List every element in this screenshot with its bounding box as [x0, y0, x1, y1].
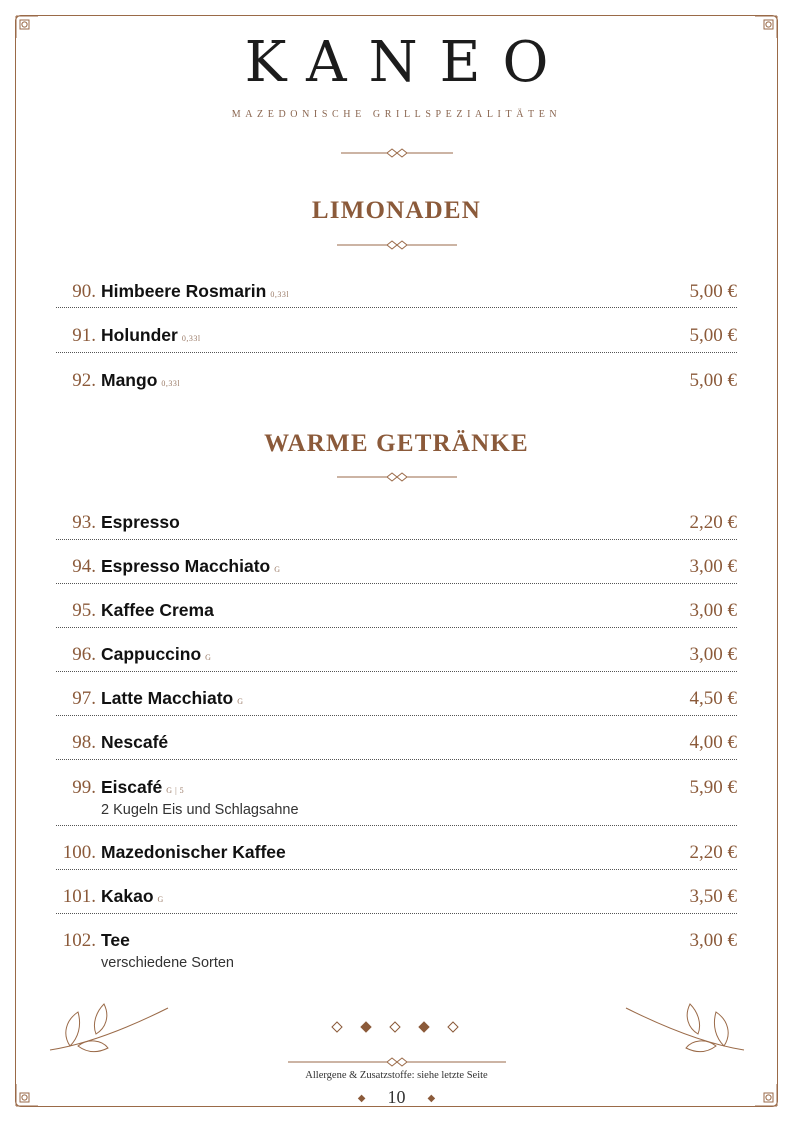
menu-item: [56, 556, 737, 584]
item-note: G: [205, 653, 212, 662]
item-price: 2,20 €: [689, 512, 737, 533]
item-name: Latte Macchiato G: [101, 688, 244, 708]
item-name: Holunder 0,33l: [101, 325, 201, 345]
diamond-icon: ◆: [357, 1093, 366, 1105]
item-name: Espresso: [101, 512, 180, 532]
item-price: 4,00 €: [689, 732, 737, 753]
item-price: 5,00 €: [689, 281, 737, 302]
item-number: 97.: [72, 688, 96, 709]
item-name: Nescafé: [101, 732, 169, 752]
item-price: 3,00 €: [689, 600, 737, 621]
item-number: 102.: [62, 930, 96, 951]
item-description: 2 Kugeln Eis und Schlagsahne: [101, 802, 299, 818]
divider-ornament-icon: [341, 148, 453, 158]
section-title-warme-getraenke: WARME GETRÄNKE: [264, 430, 529, 457]
item-number: 98.: [72, 732, 96, 753]
menu-item: [56, 325, 737, 353]
item-description: verschiedene Sorten: [101, 955, 234, 971]
item-name: Eiscafé G | 5: [101, 777, 185, 797]
item-name: Mango 0,33l: [101, 370, 181, 390]
page-number: ◆ 10 ◆: [357, 1087, 436, 1107]
item-note: G: [157, 895, 164, 904]
item-name: Kakao G: [101, 886, 164, 906]
item-name: Tee: [101, 930, 130, 950]
item-price: 5,00 €: [689, 370, 737, 391]
item-number: 92.: [72, 370, 96, 391]
item-number: 96.: [72, 644, 96, 665]
item-note: G: [274, 565, 281, 574]
leaf-branch-icon: [48, 1000, 170, 1061]
item-price: 3,00 €: [689, 930, 737, 951]
item-number: 101.: [62, 886, 96, 907]
menu-item: [56, 842, 737, 870]
menu-item: [56, 732, 737, 760]
item-price: 4,50 €: [689, 688, 737, 709]
item-note: 0,33l: [181, 334, 201, 343]
menu-item: [56, 281, 737, 308]
item-number: 91.: [72, 325, 96, 346]
item-note: G | 5: [166, 786, 185, 795]
diamond-icon: ◆: [427, 1093, 436, 1105]
item-number: 94.: [72, 556, 96, 577]
menu-item: [56, 512, 737, 540]
item-name: Himbeere Rosmarin 0,33l: [101, 281, 290, 301]
leaf-branch-icon: [624, 1000, 746, 1061]
menu-item: [56, 930, 737, 978]
allergen-note: Allergene & Zusatzstoffe: siehe letzte Seite: [305, 1070, 488, 1081]
item-number: 99.: [72, 777, 96, 798]
menu-item: [56, 886, 737, 914]
menu-item: [56, 600, 737, 628]
menu-item: [56, 644, 737, 672]
section-title-limonaden: LIMONADEN: [311, 197, 482, 224]
divider-ornament-icon: [288, 1057, 506, 1067]
menu-item: [56, 777, 737, 826]
menu-item: [56, 688, 737, 716]
item-price: 5,00 €: [689, 325, 737, 346]
diamond-icon: [320, 1020, 470, 1034]
item-note: G: [237, 697, 244, 706]
item-number: 100.: [62, 842, 96, 863]
brand-name: KANEO: [244, 30, 571, 95]
item-note: 0,33l: [161, 379, 181, 388]
item-number: 95.: [72, 600, 96, 621]
item-number: 93.: [72, 512, 96, 533]
item-name: Mazedonischer Kaffee: [101, 842, 286, 862]
menu-item: [56, 370, 737, 396]
divider-ornament-icon: [337, 240, 457, 250]
item-number: 90.: [72, 281, 96, 302]
item-price: 3,00 €: [689, 556, 737, 577]
item-name: Kaffee Crema: [101, 600, 214, 620]
item-price: 3,50 €: [689, 886, 737, 907]
item-note: 0,33l: [270, 290, 290, 299]
item-price: 2,20 €: [689, 842, 737, 863]
item-name: Cappuccino G: [101, 644, 212, 664]
item-price: 5,90 €: [689, 777, 737, 798]
item-price: 3,00 €: [689, 644, 737, 665]
brand-tagline: MAZEDONISCHE GRILLSPEZIALITÄTEN: [231, 109, 562, 120]
item-name: Espresso Macchiato G: [101, 556, 281, 576]
divider-ornament-icon: [337, 472, 457, 482]
